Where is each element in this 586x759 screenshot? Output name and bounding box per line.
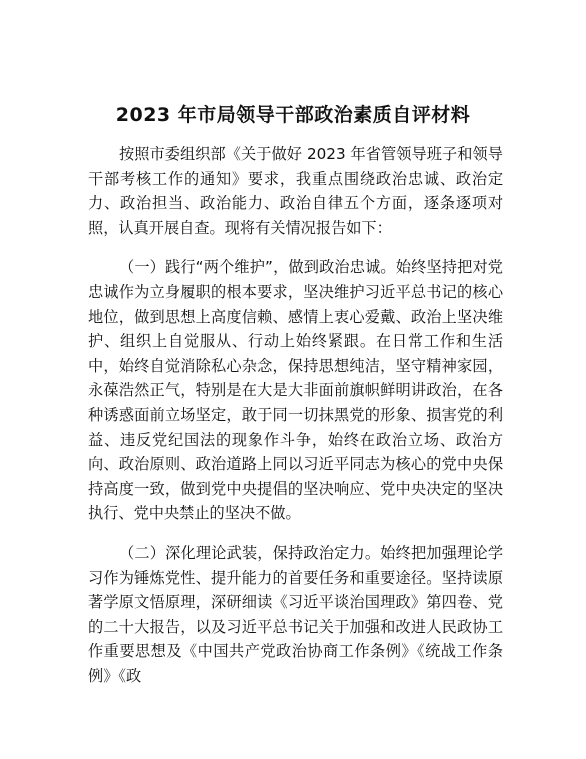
- section-one-heading: （一）践行“两个维护”，做到政治忠诚。: [119, 258, 396, 277]
- paragraph-text: 按照市委组织部《关于做好 2023 年省管领导班子和领导干部考核工作的通知》要求，我重点围绕政治忠诚、政治定力、政治担当、政治能力、政治自律五个方面，逐条逐项对照，认真开展自查。现将有关情况报告如下：: [88, 145, 503, 237]
- section-two-paragraph: [88, 541, 503, 689]
- paragraph-text: 始终把加强理论学习作为锤炼党性、提升能力的首要任务和重要途径。坚持读原著学原文悟原理，深研细读《习近平谈治国理政》第四卷、党的二十大报告，以及习近平总书记关于加强和改进人民政协工作重要思想及《中国共产党政治协商工作条例》《统战工作条例》《政: [88, 543, 504, 685]
- intro-paragraph: [88, 142, 503, 240]
- section-one-paragraph: [88, 255, 503, 526]
- paragraph-text: 始终坚持把对党忠诚作为立身履职的根本要求，坚决维护习近平总书记的核心地位，做到思想上高度信赖、感情上衷心爱戴、政治上坚决维护、组织上自觉服从、行动上始终紧跟。在日常工作和生活中，始终自觉消除私心杂念，保持思想纯洁，坚守精神家园，永葆浩然正气，特别是在大是大非面前旗帜鲜明讲政治，在各种诱惑面前立场坚定，敢于同一切抹黑党的形象、损害党的利益、违反党纪国法的现象作斗争，始终在政治立场、政治方向、政治原则、政治道路上同以习近平同志为核心的党中央保持高度一致，做到党中央提倡的坚决响应、党中央决定的坚决执行、党中央禁止的坚决不做。: [88, 258, 503, 523]
- document-body: [88, 142, 503, 688]
- section-two-heading: （二）深化理论武装，保持政治定力。: [119, 543, 381, 562]
- document-title: 2023 年市局领导干部政治素质自评材料: [115, 104, 471, 126]
